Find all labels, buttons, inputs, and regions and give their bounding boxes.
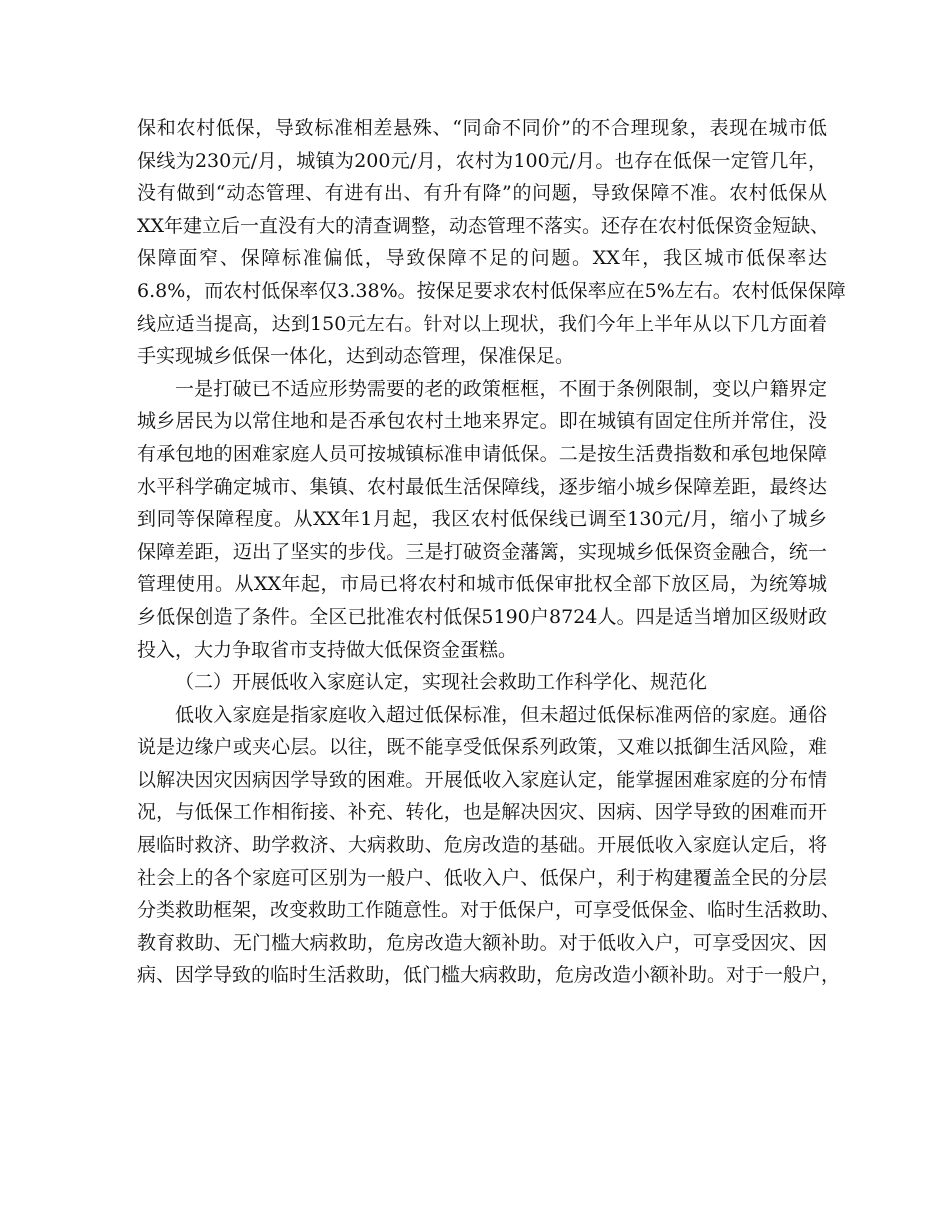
- text-line: XX年建立后一直没有大的清查调整，动态管理不落实。还存在农村低保资金短缺、: [137, 214, 830, 237]
- text-line: 保线为230元/月，城镇为200元/月，农村为100元/月。也存在低保一定管几年，: [137, 149, 827, 172]
- text-line: 6.8%，而农村低保率仅3.38%。按保足要求农村低保率应在5%左右。农村低保保障: [137, 279, 846, 302]
- text-line: 保障差距，迈出了坚实的步伐。三是打破资金藩篱，实现城乡低保资金融合，统一: [137, 540, 827, 563]
- text-line: 分类救助框架，改变救助工作随意性。对于低保户，可享受低保金、临时生活救助、: [137, 899, 841, 922]
- text-line: 况，与低保工作相衔接、补充、转化，也是解决因灾、因病、因学导致的困难而开: [137, 801, 827, 824]
- text-line: 没有做到“动态管理、有进有出、有升有降”的问题，导致保障不准。农村低保从: [137, 182, 827, 205]
- text-line: 以解决因灾因病因学导致的困难。开展低收入家庭认定，能掌握困难家庭的分布情: [137, 768, 827, 791]
- text-line: 城乡居民为以常住地和是否承包农村土地来界定。即在城镇有固定住所并常住，没: [137, 410, 827, 433]
- paragraph-first-line: 一是打破已不适应形势需要的老的政策框框，不囿于条例限制，变以户籍界定: [175, 377, 827, 400]
- paragraph-first-line: 低收入家庭是指家庭收入超过低保标准，但未超过低保标准两倍的家庭。通俗: [175, 703, 827, 726]
- text-line: 社会上的各个家庭可区别为一般户、低收入户、低保户，利于构建覆盖全民的分层: [137, 866, 827, 889]
- text-line: 线应适当提高，达到150元左右。针对以上现状，我们今年上半年从以下几方面着: [137, 312, 827, 335]
- body-text: [137, 112, 846, 992]
- text-line: 乡低保创造了条件。全区已批准农村低保5190户8724人。四是适当增加区级财政: [137, 605, 827, 628]
- text-line: 展临时救济、助学救济、大病救助、危房改造的基础。开展低收入家庭认定后，将: [137, 834, 827, 857]
- text-line: 水平科学确定城市、集镇、农村最低生活保障线，逐步缩小城乡保障差距，最终达: [137, 475, 827, 498]
- text-line: 说是边缘户或夹心层。以往，既不能享受低保系列政策，又难以抵御生活风险，难: [137, 736, 827, 759]
- text-line: 病、因学导致的临时生活救助，低门槛大病救助，危房改造小额补助。对于一般户，: [137, 964, 841, 987]
- text-line: 到同等保障程度。从XX年1月起，我区农村低保线已调至130元/月，缩小了城乡: [137, 508, 827, 531]
- text-line: 管理使用。从XX年起，市局已将农村和城市低保审批权全部下放区局，为统筹城: [137, 573, 827, 596]
- text-line: 保障面窄、保障标准偏低，导致保障不足的问题。XX年，我区城市低保率达: [137, 247, 827, 270]
- paragraph-first-line: （二）开展低收入家庭认定，实现社会救助工作科学化、规范化: [175, 671, 708, 694]
- text-line: 保和农村低保，导致标准相差悬殊、“同命不同价”的不合理现象，表现在城市低: [137, 117, 827, 139]
- text-line: 有承包地的困难家庭人员可按城镇标准申请低保。二是按生活费指数和承包地保障: [137, 442, 827, 465]
- text-line: 教育救助、无门槛大病救助，危房改造大额补助。对于低收入户，可享受因灾、因: [137, 931, 827, 954]
- text-line: 投入，大力争取省市支持做大低保资金蛋糕。: [137, 638, 518, 661]
- text-line: 手实现城乡低保一体化，达到动态管理，保准保足。: [137, 345, 575, 368]
